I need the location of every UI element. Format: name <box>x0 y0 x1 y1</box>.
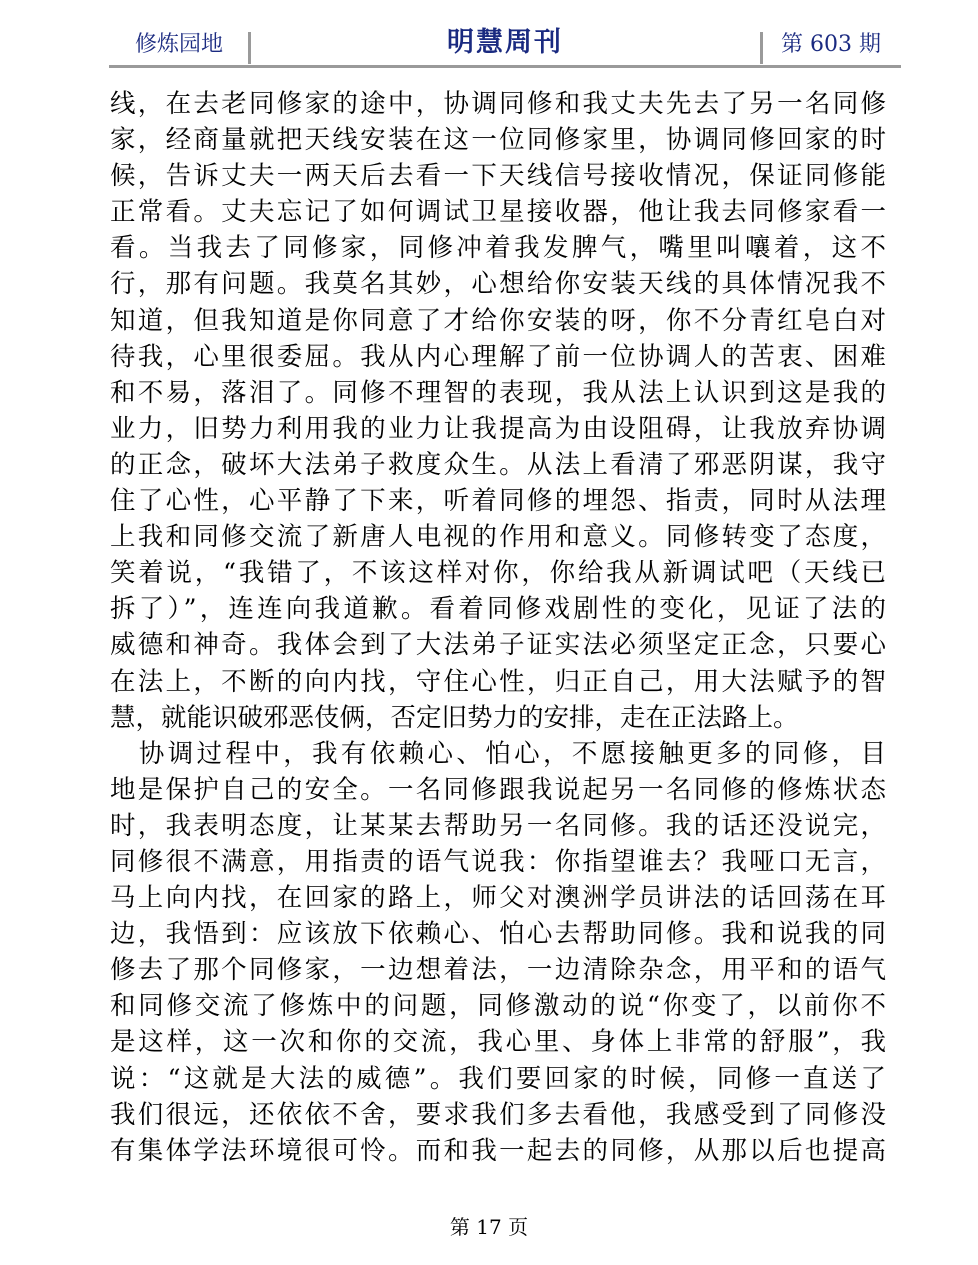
text-line: 待我，心里很委屈。我从内心理解了前一位协调人的苦衷、困难 <box>110 341 886 372</box>
page-number: 第 17 页 <box>449 1215 529 1239</box>
text-line: 上我和同修交流了新唐人电视的作用和意义。同修转变了态度， <box>110 522 886 553</box>
text-line: 和同修交流了修炼中的问题，同修激动的说“你变了，以前你不 <box>110 991 886 1022</box>
header-rule <box>109 65 901 68</box>
text-line: 正常看。丈夫忘记了如何调试卫星接收器，他让我去同修家看一 <box>110 197 886 228</box>
text-line: 看。当我去了同修家，同修冲着我发脾气，嘴里叫嚷着，这不 <box>110 233 886 264</box>
text-line: 线，在去老同修家的途中，协调同修和我丈夫先去了另一名同修 <box>110 89 886 119</box>
text-line: 家，经商量就把天线安装在这一位同修家里，协调同修回家的时 <box>110 125 886 156</box>
text-line: 边，我悟到：应该放下依赖心、怕心去帮助同修。我和说我的同 <box>110 919 886 950</box>
text-line: 候，告诉丈夫一两天后去看一下天线信号接收情况，保证同修能 <box>110 161 886 192</box>
article-body <box>110 86 886 1169</box>
text-line: 知道，但我知道是你同意了才给你安装的呀，你不分青红皂白对 <box>110 305 886 336</box>
text-line: 我们很远，还依依不舍，要求我们多去看他，我感受到了同修没 <box>110 1099 886 1130</box>
text-line: 笑着说，“我错了，不该这样对你，你给我从新调试吧（天线已 <box>110 558 886 589</box>
text-line: 同修很不满意，用指责的语气说我：你指望谁去？我哑口无言， <box>110 846 886 877</box>
page-header <box>109 24 901 66</box>
text-line: 和不易，落泪了。同修不理智的表现，我从法上认识到这是我的 <box>110 377 886 408</box>
text-line: 时，我表明态度，让某某去帮助另一名同修。我的话还没说完， <box>110 810 886 841</box>
text-line: 拆了）”，连连向我道歉。看着同修戏剧性的变化，见证了法的 <box>110 594 886 625</box>
text-line: 在法上，不断的向内找，守住心性，归正自己，用大法赋予的智 <box>110 666 886 697</box>
publication-title: 明慧周刊 <box>447 27 563 58</box>
text-line: 协调过程中，我有依赖心、怕心，不愿接触更多的同修，目 <box>110 738 886 769</box>
text-line: 说：“这就是大法的威德”。我们要回家的时候，同修一直送了 <box>110 1063 886 1094</box>
section-name: 修炼园地 <box>134 32 223 57</box>
text-line: 的正念，破坏大法弟子救度众生。从法上看清了邪恶阴谋，我守 <box>110 449 886 480</box>
text-line: 业力，旧势力利用我的业力让我提高为由设阻碍，让我放弃协调 <box>110 413 886 444</box>
text-line: 地是保护自己的安全。一名同修跟我说起另一名同修的修炼状态 <box>110 774 886 805</box>
text-line: 住了心性，心平静了下来，听着同修的埋怨、指责，同时从法理 <box>110 486 886 517</box>
text-line: 行，那有问题。我莫名其妙，心想给你安装天线的具体情况我不 <box>110 269 886 300</box>
text-line: 马上向内找，在回家的路上，师父对澳洲学员讲法的话回荡在耳 <box>110 883 886 914</box>
text-line: 是这样，这一次和你的交流，我心里、身体上非常的舒服”，我 <box>110 1027 886 1058</box>
text-line: 有集体学法环境很可怜。而和我一起去的同修，从那以后也提高 <box>110 1135 886 1166</box>
text-line: 威德和神奇。我体会到了大法弟子证实法必须坚定正念，只要心 <box>110 630 886 661</box>
text-line: 慧，就能识破邪恶伎俩，否定旧势力的安排，走在正法路上。 <box>110 702 799 733</box>
text-line: 修去了那个同修家，一边想着法，一边清除杂念，用平和的语气 <box>110 955 886 986</box>
issue-number: 第 603 期 <box>781 32 881 57</box>
